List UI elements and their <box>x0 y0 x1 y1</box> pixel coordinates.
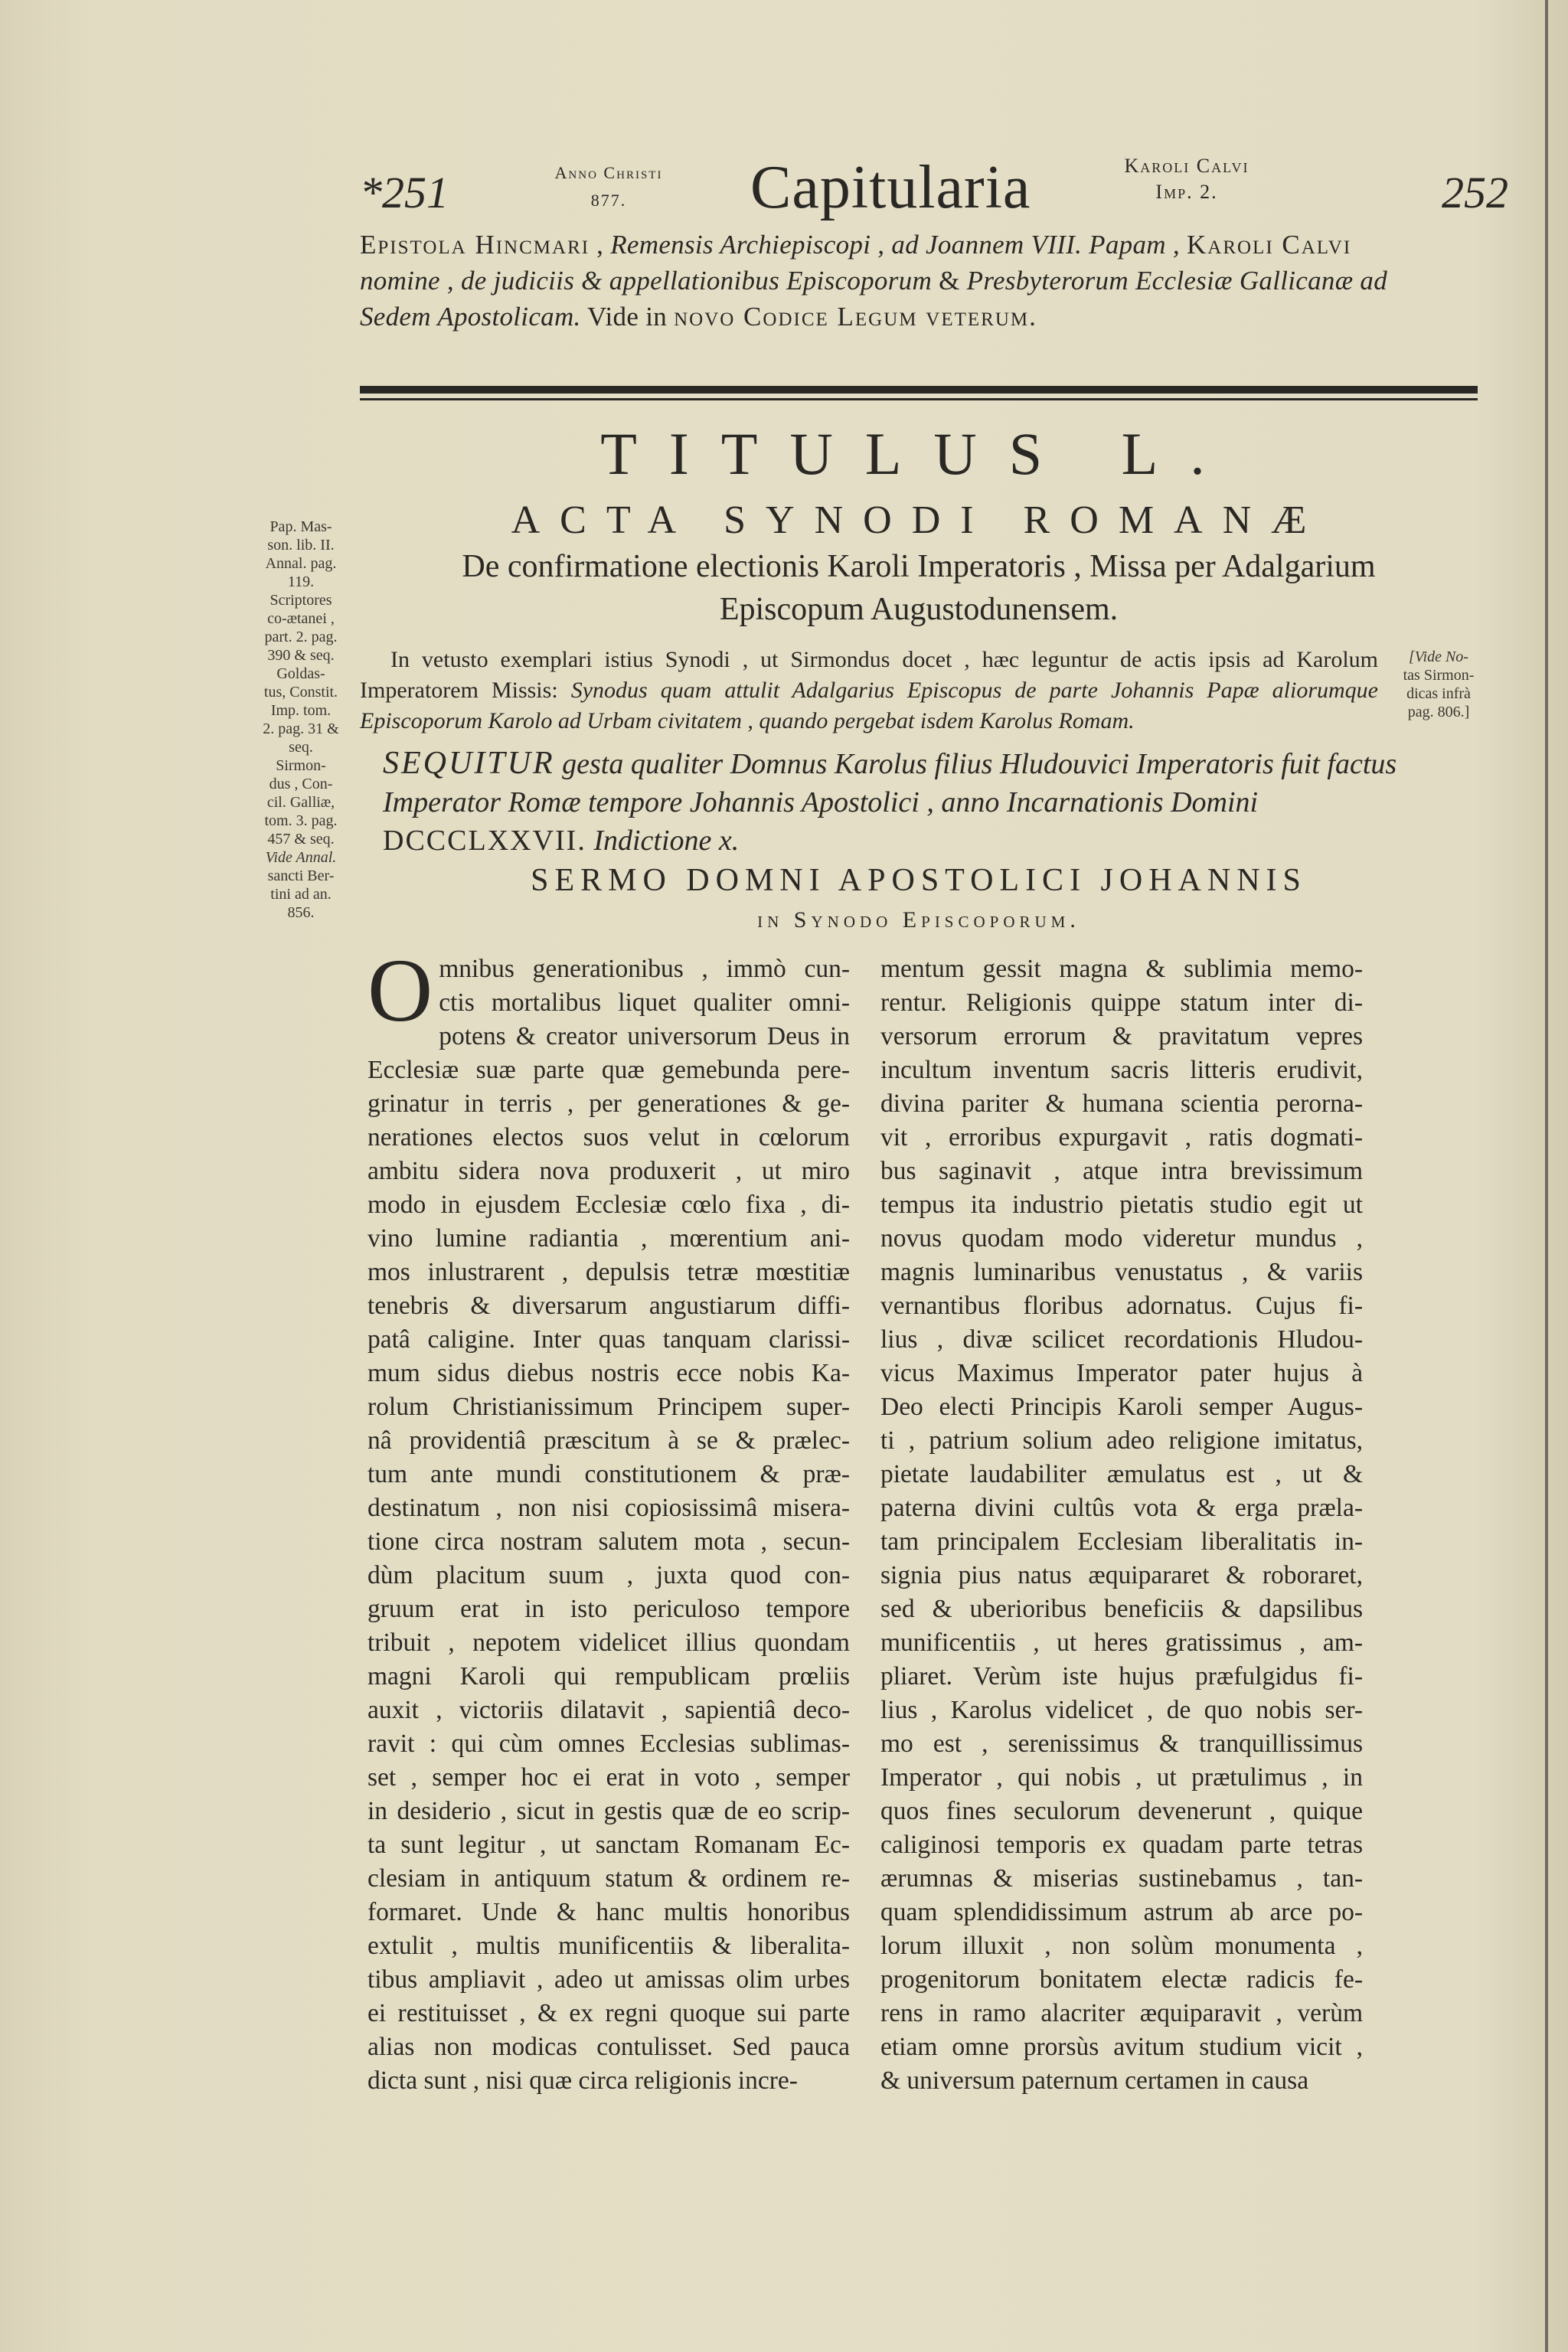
imp-label: Imp. 2. <box>1155 181 1218 203</box>
margin-note-line: tas Sirmon- <box>1403 667 1475 684</box>
text-line: progenitorum bonitatem electæ radicis fe- <box>880 1965 1363 1994</box>
text-line: Imperator , qui nobis , ut prætulimus , in <box>880 1763 1363 1792</box>
anno-year: 877. <box>590 191 627 210</box>
text-line: ctis mortalibus liquet qualiter omni- <box>439 988 850 1017</box>
text-line: lius , divæ scilicet recordationis Hludou- <box>880 1325 1363 1354</box>
text-line: caliginosi temporis ex quadam parte tetras <box>880 1831 1363 1859</box>
epistola-and: & <box>932 266 967 296</box>
margin-note-left <box>251 518 351 922</box>
text-line: ti , patrium solium adeo religione imitatus, <box>880 1426 1363 1455</box>
margin-note-line: Scriptores <box>270 592 332 609</box>
text-line: incultum inventum sacris litteris erudivit, <box>880 1056 1363 1084</box>
epistola-karoli: Karoli Calvi <box>1187 230 1352 260</box>
margin-note-right <box>1393 648 1484 721</box>
text-line: tibus ampliavit , adeo ut amissas olim urbes <box>368 1965 850 1994</box>
sequitur-caps: SEQUITUR <box>383 746 555 781</box>
page-edge-shadow <box>1545 0 1548 2352</box>
text-line: mos inlustrarent , depulsis tetræ mœstitiæ <box>368 1258 850 1286</box>
synodo-subheading: in Synodo Episcoporum. <box>757 907 1080 933</box>
text-line: vicus Maximus Imperator pater hujus à <box>880 1359 1363 1387</box>
text-line: rens in ramo alacriter æquiparavit , verùm <box>880 1999 1363 2027</box>
epistola-paragraph <box>360 227 1424 335</box>
text-line: rolum Christianissimum Principem super- <box>368 1393 850 1421</box>
section-rule-thin <box>360 398 1478 400</box>
margin-note-line: dus , Con- <box>269 776 333 792</box>
page-title: Capitularia <box>750 154 1031 221</box>
drop-cap: O <box>368 940 433 1040</box>
text-column-left <box>368 940 850 2098</box>
text-line: novus quodam modo videretur mundus , <box>880 1224 1363 1253</box>
margin-note-line: Vide Annal. <box>265 849 337 866</box>
margin-note-line: tini ad an. <box>270 886 332 903</box>
running-header <box>360 153 1508 221</box>
text-line: bus saginavit , atque intra brevissimum <box>880 1157 1363 1185</box>
margin-note-line: pag. 806.] <box>1407 704 1470 720</box>
margin-note-line: son. lib. II. <box>267 537 335 554</box>
text-column-right <box>880 952 1363 2098</box>
text-line: tum ante mundi constitutionem & præ- <box>368 1460 850 1488</box>
text-line: quam splendidissimum astrum ab arce po- <box>880 1898 1363 1926</box>
margin-note-line: tus, Constit. <box>263 684 338 701</box>
text-line: versorum errorum & pravitatum vepres <box>880 1022 1363 1050</box>
text-line: grinatur in terris , per generationes & ge- <box>368 1089 850 1118</box>
text-line: etiam omne prorsùs avitum studium vicit , <box>880 2033 1363 2061</box>
text-line: lius , Karolus videlicet , de quo nobis ser- <box>880 1696 1363 1724</box>
text-line: formaret. Unde & hanc multis honoribus <box>368 1898 850 1926</box>
text-line: ambitu sidera nova produxerit , ut miro <box>368 1157 850 1185</box>
text-line: in desiderio , sicut in gestis quæ de eo scrip- <box>368 1797 850 1825</box>
margin-note-line: co-ætanei , <box>267 610 335 627</box>
text-line: clesiam in antiquum statum & ordinem re- <box>368 1864 850 1893</box>
page-number-left: *251 <box>360 168 449 217</box>
text-line: modo in ejusdem Ecclesiæ cœlo fixa , di- <box>368 1191 850 1219</box>
text-line: mum sidus diebus nostris ecce nobis Ka- <box>368 1359 850 1387</box>
text-line: sed & uberioribus beneficiis & dapsilibus <box>880 1595 1363 1623</box>
margin-note-line: Annal. pag. <box>265 555 337 572</box>
karoli-label: Karoli Calvi <box>1124 155 1250 177</box>
section-rule-thick <box>360 386 1478 394</box>
text-line: potens & creator universorum Deus in <box>439 1022 850 1050</box>
intro-italic: Synodus quam attulit Adalgarius Episcopus de parte Johannis Papæ aliorumque Episcoporum Karolo ad Urbam civitatem , quando pergebat isdem Karolus Romam. <box>360 678 1378 733</box>
anno-label: Anno Christi <box>554 163 663 182</box>
epistola-codice: novo Codice Legum veterum. <box>674 302 1037 332</box>
epistola-sep: , <box>590 230 611 260</box>
text-line: alias non modicas contulisset. Sed pauca <box>368 2033 850 2061</box>
text-line: mentum gessit magna & sublimia memo- <box>880 955 1363 983</box>
epistola-presbyterorum: Presbyterorum Ecclesiæ Gallicanæ ad Sedem Apostolicam. <box>360 266 1387 332</box>
text-line: ei restituisset , & ex regni quoque sui parte <box>368 1999 850 2027</box>
text-line: mnibus generationibus , immò cun- <box>439 955 850 983</box>
margin-note-line: 119. <box>287 573 315 590</box>
text-line: nerationes electos suos velut in cœlorum <box>368 1123 850 1152</box>
sequitur-indictio: Indictione x. <box>586 825 740 857</box>
epistola-remensis: Remensis Archiepiscopi , ad Joannem VIII. Papam , <box>610 230 1180 260</box>
titulus-heading: TITULUS L. <box>600 420 1237 487</box>
margin-note-line: dicas infrà <box>1406 685 1471 702</box>
margin-note-line: 390 & seq. <box>267 647 335 664</box>
text-line: rentur. Religionis quippe statum inter di- <box>880 988 1363 1017</box>
text-line: magni Karoli qui rempublicam prœliis <box>368 1662 850 1690</box>
text-line: tam principalem Ecclesiam liberalitatis in- <box>880 1527 1363 1556</box>
sequitur-text: gesta qualiter Domnus Karolus filius Hludouvici Imperatoris fuit factus Imperator Romæ tempore Johannis Apostolici , anno Incarnationis Domini <box>383 748 1397 818</box>
confirmatio-line-2: Episcopum Augustodunensem. <box>719 592 1119 627</box>
text-line: extulit , multis munificentiis & liberalita- <box>368 1932 850 1960</box>
margin-note-line: 2. pag. 31 & <box>263 720 339 737</box>
margin-note-line: 457 & seq. <box>267 831 335 848</box>
text-line: ærumnas & miserias sustinebamus , tan- <box>880 1864 1363 1893</box>
margin-note-line: part. 2. pag. <box>264 629 338 645</box>
text-line: tenebris & diversarum angustiarum diffi- <box>368 1292 850 1320</box>
text-line: ta sunt legitur , ut sanctam Romanam Ec- <box>368 1831 850 1859</box>
text-line: gruum erat in isto periculoso tempore <box>368 1595 850 1623</box>
epistola-nomine: nomine , de judiciis & appellationibus Episcoporum <box>360 266 933 296</box>
page-number-right: 252 <box>1442 168 1508 217</box>
text-line: quos fines seculorum devenerunt , quique <box>880 1797 1363 1825</box>
text-line: pietate laudabiliter æmulatus est , ut & <box>880 1460 1363 1488</box>
text-line: vernantibus floribus adornatus. Cujus fi- <box>880 1292 1363 1320</box>
text-line: set , semper hoc ei erat in voto , semper <box>368 1763 850 1792</box>
text-line: dicta sunt , nisi quæ circa religionis incre- <box>368 2066 798 2095</box>
text-line: destinatum , non nisi copiosissimâ misera- <box>368 1494 850 1522</box>
acta-heading: ACTA SYNODI ROMANÆ <box>511 498 1327 542</box>
text-line: Ecclesiæ suæ parte quæ gemebunda pere- <box>368 1056 850 1084</box>
margin-note-line: seq. <box>289 739 313 756</box>
text-line: magnis luminaribus venustatus , & variis <box>880 1258 1363 1286</box>
sequitur-year: DCCCLXXVII. <box>383 825 586 857</box>
margin-note-line: Goldas- <box>276 665 325 682</box>
margin-note-line: Pap. Mas- <box>270 518 332 535</box>
text-line: tempus ita industrio pietatis studio egit ut <box>880 1191 1363 1219</box>
text-line: nâ providentiâ præscitum à se & prælec- <box>368 1426 850 1455</box>
text-line: tione circa nostram salutem mota , secun- <box>368 1527 850 1556</box>
text-line: vino lumine radiantia , mœrentium ani- <box>368 1224 850 1253</box>
text-line: divina pariter & humana scientia perorna- <box>880 1089 1363 1118</box>
text-line: auxit , victoriis dilatavit , sapientiâ deco- <box>368 1696 850 1724</box>
confirmatio-heading <box>360 545 1478 631</box>
intro-paragraph <box>360 645 1378 737</box>
epistola-vide: Vide in <box>580 302 675 332</box>
text-line: & universum paternum certamen in causa <box>880 2066 1309 2095</box>
anno-christi <box>536 159 681 214</box>
text-line: mo est , serenissimus & tranquillissimus <box>880 1730 1363 1758</box>
margin-note-line: sancti Ber- <box>267 867 335 884</box>
text-line: paterna divini cultûs vota & erga præla- <box>880 1494 1363 1522</box>
text-line: signia pius natus æquipararet & roboraret, <box>880 1561 1363 1589</box>
margin-note-line: tom. 3. pag. <box>264 812 338 829</box>
text-line: munificentiis , ut heres gratissimus , am- <box>880 1628 1363 1657</box>
margin-note-line: 856. <box>287 904 315 921</box>
text-line: Deo electi Principis Karoli semper Augus- <box>880 1393 1363 1421</box>
margin-note-line: Imp. tom. <box>270 702 332 719</box>
text-line: patâ caligine. Inter quas tanquam clarissi- <box>368 1325 850 1354</box>
text-line: pliaret. Verùm iste hujus præfulgidus fi- <box>880 1662 1363 1690</box>
intro-plain: In vetusto exemplari istius Synodi , ut Sirmondus docet , hæc leguntur de actis ipsis ad Karolum Imperatorem Missis: <box>360 647 1378 703</box>
margin-note-line: cil. Galliæ, <box>266 794 335 811</box>
text-line: lorum illuxit , non solùm monumenta , <box>880 1932 1363 1960</box>
text-line: ravit : qui cùm omnes Ecclesias sublimas- <box>368 1730 850 1758</box>
sermo-heading: SERMO DOMNI APOSTOLICI JOHANNIS <box>531 863 1307 898</box>
sequitur-paragraph <box>383 744 1409 860</box>
epistola-hincmari: Epistola Hincmari <box>360 230 590 260</box>
margin-note-line: Sirmon- <box>276 757 326 774</box>
text-line: tribuit , nepotem videlicet illius quondam <box>368 1628 850 1657</box>
confirmatio-line-1: De confirmatione electionis Karoli Imperatoris , Missa per Adalgarium <box>462 549 1376 584</box>
text-line: vit , erroribus expurgavit , ratis dogmati- <box>880 1123 1363 1152</box>
karoli-calvi <box>1087 153 1286 205</box>
text-line: dùm placitum suum , juxta quod con- <box>368 1561 850 1589</box>
margin-note-line: [Vide No- <box>1409 648 1468 665</box>
